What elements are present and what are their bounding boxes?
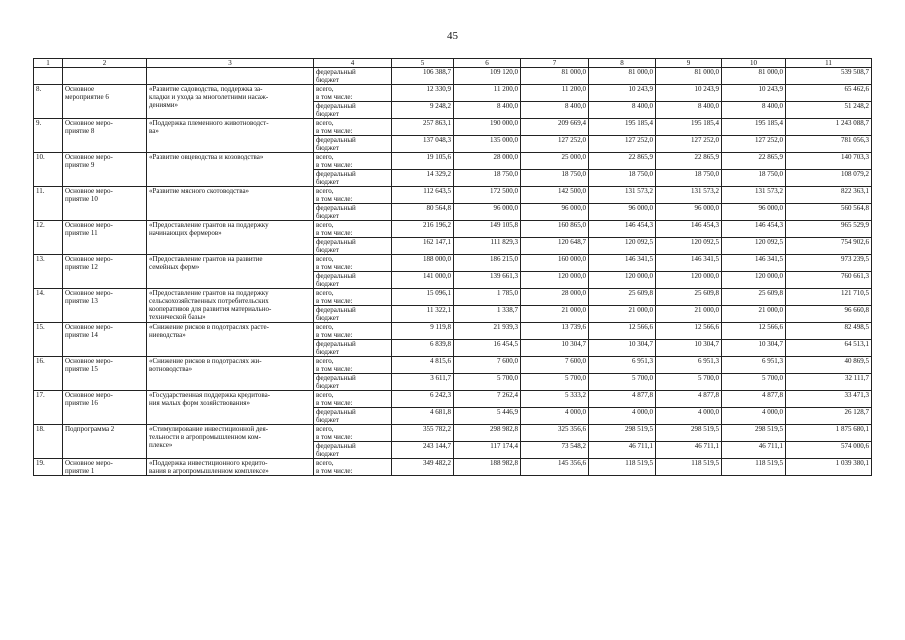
value-cell: 46 711,1 [722,442,786,459]
value-cell: 22 865,9 [656,153,722,170]
row-name-cell: Подпрограмма 2 [63,425,147,459]
budget-source-cell: всего, в том числе: [314,255,392,272]
table-row [34,255,872,272]
column-number: 6 [454,59,521,68]
budget-source-cell: всего, в том числе: [314,391,392,408]
value-cell: 145 356,6 [521,459,589,476]
value-cell: 1 039 380,1 [786,459,872,476]
value-cell: 118 519,5 [656,459,722,476]
value-cell: 8 400,0 [722,102,786,119]
value-cell: 146 454,3 [722,221,786,238]
value-cell: 96 000,0 [589,204,656,221]
value-cell: 22 865,9 [722,153,786,170]
row-description-cell: «Развитие овцеводства и козоводства» [147,153,314,187]
value-cell: 6 839,8 [392,340,454,357]
row-index-cell: 9. [34,119,63,153]
value-cell: 96 000,0 [656,204,722,221]
value-cell: 111 829,3 [454,238,521,255]
row-description-cell: «Поддержка племенного животноводст- ва» [147,119,314,153]
value-cell: 6 242,3 [392,391,454,408]
value-cell: 96 000,0 [722,204,786,221]
value-cell: 120 648,7 [521,238,589,255]
value-cell: 257 863,1 [392,119,454,136]
row-name-cell: Основное меро- приятие 14 [63,323,147,357]
value-cell: 1 875 680,1 [786,425,872,442]
budget-source-cell: федеральный бюджет [314,238,392,255]
row-description-cell: «Стимулирование инвестиционной дея- тельности в агропромышленном ком- плексе» [147,425,314,459]
row-name-cell: Основное мероприятие 6 [63,85,147,119]
row-description-cell: «Поддержка инвестиционного кредито- вания в агропромышленном комплексе» [147,459,314,476]
value-cell: 8 400,0 [521,102,589,119]
row-index-cell: 8. [34,85,63,119]
value-cell: 14 329,2 [392,170,454,187]
value-cell: 13 739,6 [521,323,589,340]
value-cell: 33 471,3 [786,391,872,408]
value-cell: 209 669,4 [521,119,589,136]
value-cell: 22 865,9 [589,153,656,170]
row-name-cell: Основное меро- приятие 11 [63,221,147,255]
value-cell: 12 330,9 [392,85,454,102]
value-cell: 4 000,0 [589,408,656,425]
row-index-cell: 18. [34,425,63,459]
value-cell: 162 147,1 [392,238,454,255]
value-cell: 10 243,9 [656,85,722,102]
table-row [34,85,872,102]
value-cell: 120 092,5 [722,238,786,255]
row-index-cell: 17. [34,391,63,425]
value-cell: 298 519,5 [722,425,786,442]
value-cell: 18 750,0 [521,170,589,187]
value-cell: 5 700,0 [656,374,722,391]
value-cell: 18 750,0 [656,170,722,187]
column-number-header [34,59,872,68]
table-row [34,68,872,85]
value-cell: 6 951,3 [656,357,722,374]
value-cell: 146 341,5 [589,255,656,272]
budget-source-cell: федеральный бюджет [314,306,392,323]
table-body [34,68,872,476]
value-cell: 349 482,2 [392,459,454,476]
value-cell: 81 000,0 [722,68,786,85]
value-cell: 10 243,9 [589,85,656,102]
budget-source-cell: федеральный бюджет [314,272,392,289]
value-cell: 127 252,0 [656,136,722,153]
value-cell: 160 865,0 [521,221,589,238]
value-cell: 243 144,7 [392,442,454,459]
value-cell: 65 462,6 [786,85,872,102]
value-cell: 64 513,1 [786,340,872,357]
value-cell: 8 400,0 [454,102,521,119]
value-cell: 216 196,2 [392,221,454,238]
row-description-cell: «Развитие садоводства, поддержка за- кладки и ухода за многолетними насаж- дениями» [147,85,314,119]
value-cell: 109 120,0 [454,68,521,85]
value-cell: 190 000,0 [454,119,521,136]
value-cell: 146 341,5 [722,255,786,272]
value-cell: 73 548,2 [521,442,589,459]
budget-source-cell: федеральный бюджет [314,68,392,85]
value-cell: 106 388,7 [392,68,454,85]
value-cell: 4 877,8 [656,391,722,408]
value-cell: 1 338,7 [454,306,521,323]
row-name-cell: Основное меро- приятие 9 [63,153,147,187]
value-cell: 139 661,3 [454,272,521,289]
value-cell: 127 252,0 [521,136,589,153]
row-description-cell [147,68,314,85]
value-cell: 127 252,0 [722,136,786,153]
row-index-cell [34,68,63,85]
value-cell: 142 500,0 [521,187,589,204]
column-number: 11 [786,59,872,68]
value-cell: 5 700,0 [589,374,656,391]
value-cell: 51 248,2 [786,102,872,119]
value-cell: 7 262,4 [454,391,521,408]
value-cell: 131 573,2 [722,187,786,204]
value-cell: 9 248,2 [392,102,454,119]
value-cell: 120 092,5 [589,238,656,255]
value-cell: 195 185,4 [722,119,786,136]
value-cell: 1 785,0 [454,289,521,306]
value-cell: 10 304,7 [521,340,589,357]
column-number: 10 [722,59,786,68]
value-cell: 5 700,0 [722,374,786,391]
value-cell: 355 782,2 [392,425,454,442]
value-cell: 112 643,5 [392,187,454,204]
value-cell: 5 333,2 [521,391,589,408]
value-cell: 172 500,0 [454,187,521,204]
value-cell: 10 304,7 [589,340,656,357]
value-cell: 12 566,6 [656,323,722,340]
row-name-cell: Основное меро- приятие 8 [63,119,147,153]
value-cell: 11 200,0 [454,85,521,102]
value-cell: 131 573,2 [656,187,722,204]
value-cell: 28 000,0 [454,153,521,170]
value-cell: 81 000,0 [656,68,722,85]
budget-source-cell: всего, в том числе: [314,153,392,170]
column-number: 2 [63,59,147,68]
row-description-cell: «Снижение рисков в подотраслях жи- вотноводства» [147,357,314,391]
column-number: 5 [392,59,454,68]
value-cell: 46 711,1 [656,442,722,459]
value-cell: 25 000,0 [521,153,589,170]
row-description-cell: «Предоставление грантов на поддержку сельскохозяйственных потребительских кооперативов для развития материально- технической базы» [147,289,314,323]
value-cell: 96 000,0 [521,204,589,221]
budget-source-cell: федеральный бюджет [314,170,392,187]
value-cell: 7 600,0 [454,357,521,374]
value-cell: 135 000,0 [454,136,521,153]
value-cell: 19 105,6 [392,153,454,170]
value-cell: 560 564,8 [786,204,872,221]
value-cell: 822 363,1 [786,187,872,204]
budget-source-cell: всего, в том числе: [314,323,392,340]
value-cell: 11 322,1 [392,306,454,323]
value-cell: 760 661,3 [786,272,872,289]
value-cell: 4 000,0 [656,408,722,425]
value-cell: 965 529,9 [786,221,872,238]
value-cell: 137 048,3 [392,136,454,153]
budget-source-cell: всего, в том числе: [314,119,392,136]
row-index-cell: 13. [34,255,63,289]
column-number: 1 [34,59,63,68]
value-cell: 96 000,0 [454,204,521,221]
value-cell: 6 951,3 [589,357,656,374]
value-cell: 117 174,4 [454,442,521,459]
value-cell: 188 000,0 [392,255,454,272]
page-number: 45 [447,30,458,42]
value-cell: 195 185,4 [589,119,656,136]
row-index-cell: 11. [34,187,63,221]
value-cell: 15 096,1 [392,289,454,306]
budget-source-cell: всего, в том числе: [314,221,392,238]
table-row [34,459,872,476]
value-cell: 8 400,0 [589,102,656,119]
value-cell: 754 902,6 [786,238,872,255]
value-cell: 25 609,8 [656,289,722,306]
value-cell: 40 869,5 [786,357,872,374]
value-cell: 7 600,0 [521,357,589,374]
value-cell: 25 609,8 [589,289,656,306]
row-index-cell: 12. [34,221,63,255]
value-cell: 21 939,3 [454,323,521,340]
value-cell: 195 185,4 [656,119,722,136]
row-index-cell: 10. [34,153,63,187]
row-name-cell: Основное меро- приятие 10 [63,187,147,221]
value-cell: 781 056,3 [786,136,872,153]
budget-source-cell: всего, в том числе: [314,85,392,102]
budget-source-cell: федеральный бюджет [314,442,392,459]
value-cell: 26 128,7 [786,408,872,425]
value-cell: 81 000,0 [589,68,656,85]
value-cell: 146 454,3 [656,221,722,238]
budget-source-cell: федеральный бюджет [314,102,392,119]
budget-source-cell: всего, в том числе: [314,357,392,374]
budget-source-cell: всего, в том числе: [314,459,392,476]
row-index-cell: 14. [34,289,63,323]
value-cell: 3 611,7 [392,374,454,391]
value-cell: 325 356,6 [521,425,589,442]
value-cell: 12 566,6 [589,323,656,340]
budget-source-cell: федеральный бюджет [314,408,392,425]
value-cell: 121 710,5 [786,289,872,306]
table-row [34,289,872,306]
value-cell: 21 000,0 [521,306,589,323]
row-name-cell: Основное меро- приятие 12 [63,255,147,289]
value-cell: 146 454,3 [589,221,656,238]
value-cell: 4 815,6 [392,357,454,374]
row-name-cell: Основное меро- приятие 1 [63,459,147,476]
value-cell: 80 564,8 [392,204,454,221]
row-name-cell: Основное меро- приятие 16 [63,391,147,425]
value-cell: 4 000,0 [722,408,786,425]
value-cell: 9 119,8 [392,323,454,340]
table-row [34,323,872,340]
row-name-cell [63,68,147,85]
value-cell: 1 243 088,7 [786,119,872,136]
value-cell: 120 000,0 [521,272,589,289]
budget-source-cell: всего, в том числе: [314,425,392,442]
value-cell: 4 877,8 [722,391,786,408]
table-row [34,357,872,374]
budget-source-cell: всего, в том числе: [314,187,392,204]
table-row [34,391,872,408]
value-cell: 5 446,9 [454,408,521,425]
row-description-cell: «Государственная поддержка кредитова- ния малых форм хозяйствования» [147,391,314,425]
value-cell: 96 660,8 [786,306,872,323]
value-cell: 118 519,5 [589,459,656,476]
value-cell: 18 750,0 [589,170,656,187]
value-cell: 539 508,7 [786,68,872,85]
value-cell: 18 750,0 [722,170,786,187]
value-cell: 8 400,0 [656,102,722,119]
row-name-cell: Основное меро- приятие 15 [63,357,147,391]
value-cell: 160 000,0 [521,255,589,272]
value-cell: 5 700,0 [521,374,589,391]
column-number: 8 [589,59,656,68]
value-cell: 82 498,5 [786,323,872,340]
row-description-cell: «Предоставление грантов на поддержку начинающих фермеров» [147,221,314,255]
header-row [34,59,872,68]
row-index-cell: 15. [34,323,63,357]
value-cell: 10 304,7 [722,340,786,357]
value-cell: 298 519,5 [589,425,656,442]
value-cell: 4 877,8 [589,391,656,408]
value-cell: 21 000,0 [589,306,656,323]
value-cell: 574 000,6 [786,442,872,459]
value-cell: 141 000,0 [392,272,454,289]
column-number: 3 [147,59,314,68]
value-cell: 10 304,7 [656,340,722,357]
row-description-cell: «Предоставление грантов на развитие семейных ферм» [147,255,314,289]
value-cell: 32 111,7 [786,374,872,391]
value-cell: 21 000,0 [656,306,722,323]
value-cell: 149 105,8 [454,221,521,238]
value-cell: 16 454,5 [454,340,521,357]
value-cell: 108 079,2 [786,170,872,187]
value-cell: 10 243,9 [722,85,786,102]
table-row [34,425,872,442]
value-cell: 28 000,0 [521,289,589,306]
value-cell: 81 000,0 [521,68,589,85]
budget-source-cell: федеральный бюджет [314,136,392,153]
row-description-cell: «Снижение рисков в подотраслях расте- ниеводства» [147,323,314,357]
column-number: 4 [314,59,392,68]
value-cell: 46 711,1 [589,442,656,459]
value-cell: 120 092,5 [656,238,722,255]
value-cell: 12 566,6 [722,323,786,340]
value-cell: 186 215,0 [454,255,521,272]
value-cell: 298 982,8 [454,425,521,442]
row-index-cell: 19. [34,459,63,476]
budget-source-cell: федеральный бюджет [314,340,392,357]
value-cell: 188 982,8 [454,459,521,476]
budget-source-cell: всего, в том числе: [314,289,392,306]
column-number: 7 [521,59,589,68]
value-cell: 18 750,0 [454,170,521,187]
budget-table [33,58,872,476]
table-row [34,119,872,136]
value-cell: 11 200,0 [521,85,589,102]
value-cell: 120 000,0 [722,272,786,289]
table-row [34,153,872,170]
value-cell: 120 000,0 [589,272,656,289]
value-cell: 140 703,3 [786,153,872,170]
value-cell: 5 700,0 [454,374,521,391]
row-index-cell: 16. [34,357,63,391]
value-cell: 4 681,8 [392,408,454,425]
row-name-cell: Основное меро- приятие 13 [63,289,147,323]
budget-source-cell: федеральный бюджет [314,204,392,221]
row-description-cell: «Развитие мясного скотоводства» [147,187,314,221]
table-row [34,221,872,238]
value-cell: 298 519,5 [656,425,722,442]
value-cell: 131 573,2 [589,187,656,204]
value-cell: 118 519,5 [722,459,786,476]
table-row [34,187,872,204]
column-number: 9 [656,59,722,68]
value-cell: 973 239,5 [786,255,872,272]
value-cell: 4 000,0 [521,408,589,425]
value-cell: 25 609,8 [722,289,786,306]
value-cell: 120 000,0 [656,272,722,289]
value-cell: 21 000,0 [722,306,786,323]
value-cell: 127 252,0 [589,136,656,153]
value-cell: 6 951,3 [722,357,786,374]
budget-source-cell: федеральный бюджет [314,374,392,391]
value-cell: 146 341,5 [656,255,722,272]
